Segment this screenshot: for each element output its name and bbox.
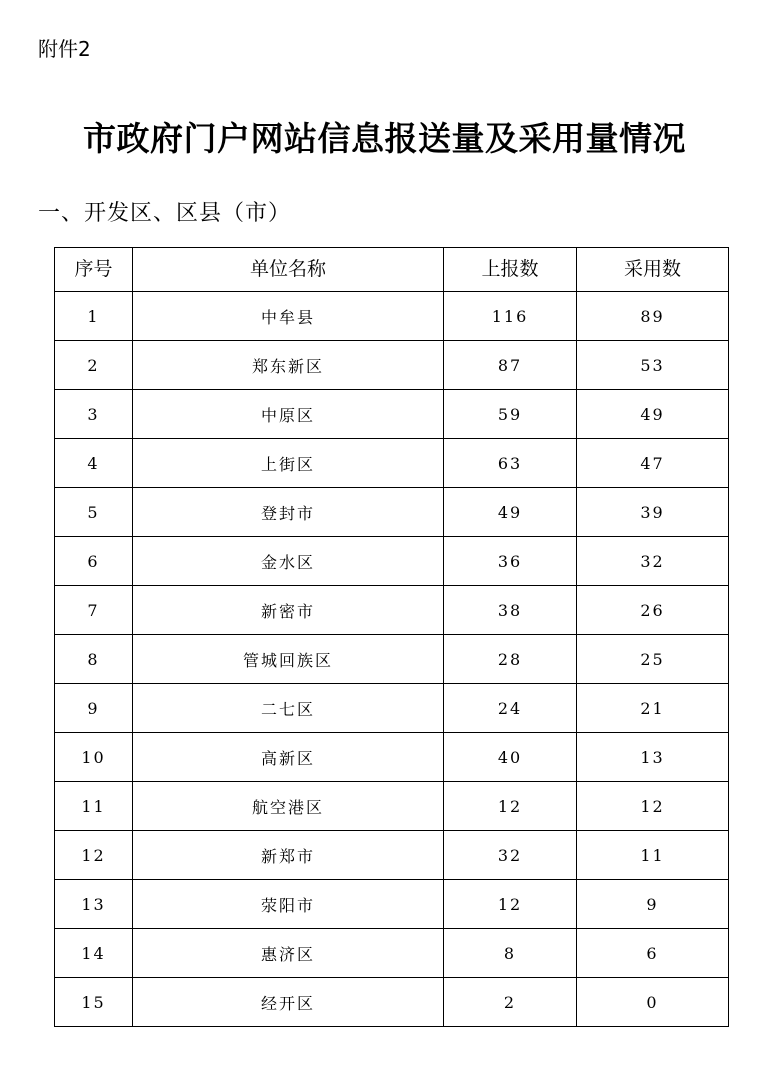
table-row — [55, 439, 729, 488]
row-adopted-count: 13 — [577, 733, 729, 782]
row-reported-count: 49 — [444, 488, 577, 537]
row-index: 2 — [55, 341, 133, 390]
row-reported-count: 116 — [444, 292, 577, 341]
row-unit-name: 上街区 — [133, 439, 444, 488]
row-adopted-count: 26 — [577, 586, 729, 635]
row-unit-name: 登封市 — [133, 488, 444, 537]
row-index: 10 — [55, 733, 133, 782]
row-adopted-count: 12 — [577, 782, 729, 831]
row-index: 8 — [55, 635, 133, 684]
row-index: 1 — [55, 292, 133, 341]
row-reported-count: 24 — [444, 684, 577, 733]
header-index: 序号 — [55, 248, 133, 292]
row-reported-count: 8 — [444, 929, 577, 978]
row-unit-name: 高新区 — [133, 733, 444, 782]
row-index: 7 — [55, 586, 133, 635]
row-reported-count: 36 — [444, 537, 577, 586]
row-adopted-count: 21 — [577, 684, 729, 733]
table-row — [55, 733, 729, 782]
table-row — [55, 929, 729, 978]
row-index: 14 — [55, 929, 133, 978]
statistics-table — [54, 247, 729, 1027]
row-adopted-count: 53 — [577, 341, 729, 390]
table-row — [55, 390, 729, 439]
table-row — [55, 978, 729, 1027]
row-reported-count: 59 — [444, 390, 577, 439]
row-index: 3 — [55, 390, 133, 439]
row-reported-count: 32 — [444, 831, 577, 880]
row-unit-name: 荥阳市 — [133, 880, 444, 929]
row-index: 9 — [55, 684, 133, 733]
table-row — [55, 880, 729, 929]
table-body — [55, 292, 729, 1027]
row-unit-name: 金水区 — [133, 537, 444, 586]
row-reported-count: 12 — [444, 782, 577, 831]
table-row — [55, 684, 729, 733]
row-adopted-count: 6 — [577, 929, 729, 978]
row-index: 11 — [55, 782, 133, 831]
row-adopted-count: 47 — [577, 439, 729, 488]
row-reported-count: 40 — [444, 733, 577, 782]
table-row — [55, 537, 729, 586]
row-index: 5 — [55, 488, 133, 537]
row-reported-count: 63 — [444, 439, 577, 488]
row-adopted-count: 11 — [577, 831, 729, 880]
row-unit-name: 航空港区 — [133, 782, 444, 831]
row-index: 6 — [55, 537, 133, 586]
row-unit-name: 经开区 — [133, 978, 444, 1027]
row-unit-name: 二七区 — [133, 684, 444, 733]
row-reported-count: 38 — [444, 586, 577, 635]
table-row — [55, 635, 729, 684]
row-index: 15 — [55, 978, 133, 1027]
row-adopted-count: 89 — [577, 292, 729, 341]
row-unit-name: 新密市 — [133, 586, 444, 635]
header-unit-name: 单位名称 — [133, 248, 444, 292]
row-unit-name: 管城回族区 — [133, 635, 444, 684]
header-adopted: 采用数 — [577, 248, 729, 292]
table-header — [55, 248, 729, 292]
row-reported-count: 2 — [444, 978, 577, 1027]
row-adopted-count: 49 — [577, 390, 729, 439]
header-row — [55, 248, 729, 292]
row-adopted-count: 0 — [577, 978, 729, 1027]
row-reported-count: 28 — [444, 635, 577, 684]
row-index: 12 — [55, 831, 133, 880]
row-unit-name: 新郑市 — [133, 831, 444, 880]
row-adopted-count: 9 — [577, 880, 729, 929]
table-row — [55, 292, 729, 341]
section-heading: 一、开发区、区县（市） — [38, 201, 292, 226]
row-index: 13 — [55, 880, 133, 929]
row-adopted-count: 32 — [577, 537, 729, 586]
row-unit-name: 中牟县 — [133, 292, 444, 341]
table-row — [55, 782, 729, 831]
document-title: 市政府门户网站信息报送量及采用量情况 — [83, 119, 686, 158]
row-adopted-count: 39 — [577, 488, 729, 537]
row-index: 4 — [55, 439, 133, 488]
row-unit-name: 中原区 — [133, 390, 444, 439]
table-row — [55, 341, 729, 390]
row-adopted-count: 25 — [577, 635, 729, 684]
table-row — [55, 831, 729, 880]
row-unit-name: 惠济区 — [133, 929, 444, 978]
table-row — [55, 586, 729, 635]
attachment-label: 附件2 — [38, 37, 91, 61]
header-reported: 上报数 — [444, 248, 577, 292]
row-reported-count: 12 — [444, 880, 577, 929]
table-row — [55, 488, 729, 537]
row-reported-count: 87 — [444, 341, 577, 390]
row-unit-name: 郑东新区 — [133, 341, 444, 390]
